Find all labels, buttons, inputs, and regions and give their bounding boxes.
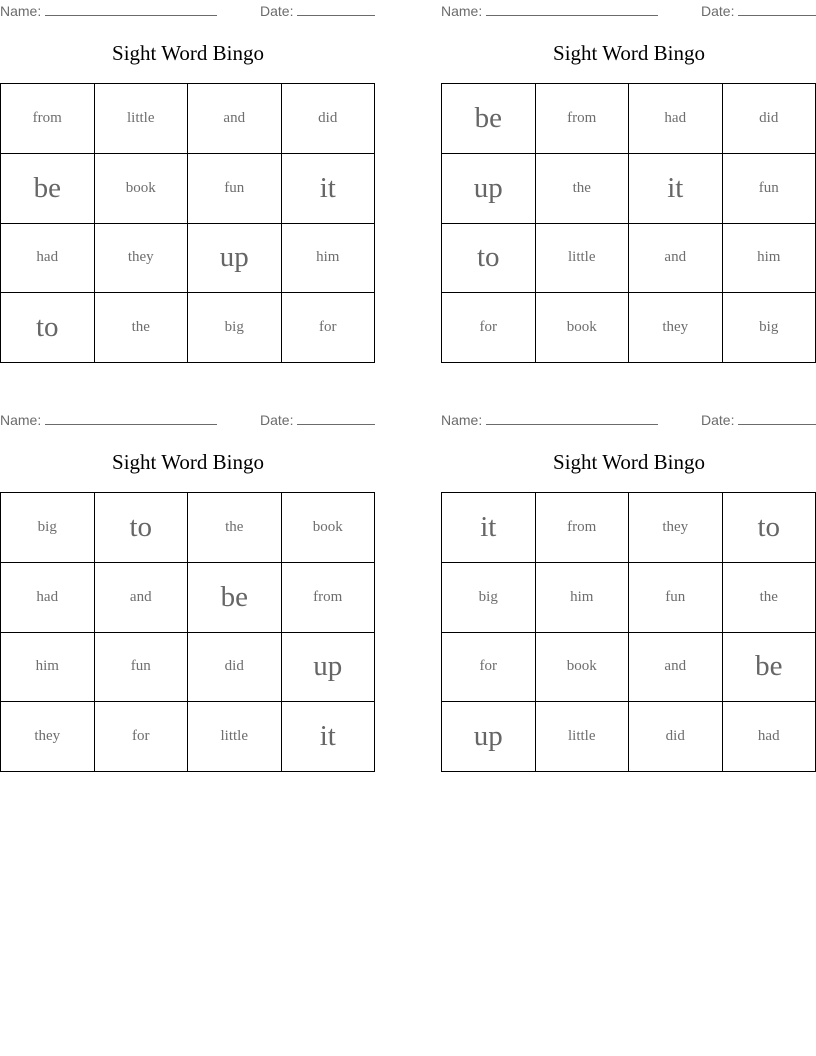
- bingo-cell[interactable]: for: [282, 293, 376, 363]
- bingo-grid: [0, 492, 375, 772]
- bingo-cell[interactable]: little: [536, 702, 630, 772]
- date-label: Date:: [260, 412, 294, 428]
- bingo-cell[interactable]: book: [536, 633, 630, 703]
- bingo-cell[interactable]: the: [188, 493, 282, 563]
- date-label: Date:: [701, 3, 735, 19]
- card-title: Sight Word Bingo: [553, 450, 705, 474]
- name-field[interactable]: [441, 411, 658, 428]
- bingo-cell[interactable]: up: [442, 702, 536, 772]
- bingo-cell[interactable]: did: [188, 633, 282, 703]
- bingo-grid: [441, 492, 816, 772]
- bingo-cell[interactable]: little: [188, 702, 282, 772]
- bingo-cell[interactable]: had: [1, 563, 95, 633]
- date-field[interactable]: [701, 2, 816, 19]
- bingo-cell[interactable]: for: [442, 293, 536, 363]
- bingo-cell[interactable]: and: [629, 224, 723, 294]
- card-header: [441, 0, 816, 20]
- bingo-cell[interactable]: little: [95, 84, 189, 154]
- bingo-cell[interactable]: did: [282, 84, 376, 154]
- bingo-cell[interactable]: fun: [723, 154, 816, 224]
- bingo-cell[interactable]: be: [188, 563, 282, 633]
- bingo-cell[interactable]: book: [282, 493, 376, 563]
- bingo-cell[interactable]: did: [723, 84, 816, 154]
- date-label: Date:: [701, 412, 735, 428]
- bingo-cell[interactable]: fun: [188, 154, 282, 224]
- bingo-cell[interactable]: from: [282, 563, 376, 633]
- name-label: Name:: [441, 3, 483, 19]
- card-header: [0, 409, 376, 429]
- bingo-cell[interactable]: had: [723, 702, 816, 772]
- bingo-cell[interactable]: the: [95, 293, 189, 363]
- bingo-cell[interactable]: him: [1, 633, 95, 703]
- date-field[interactable]: [260, 2, 375, 19]
- name-blank-line[interactable]: [486, 2, 658, 16]
- bingo-cell[interactable]: did: [629, 702, 723, 772]
- date-field[interactable]: [701, 411, 816, 428]
- bingo-cell[interactable]: had: [629, 84, 723, 154]
- bingo-cell[interactable]: from: [536, 84, 630, 154]
- bingo-cell[interactable]: be: [1, 154, 95, 224]
- bingo-cell[interactable]: they: [629, 493, 723, 563]
- name-label: Name:: [0, 412, 42, 428]
- name-field[interactable]: [0, 411, 217, 428]
- bingo-cell[interactable]: to: [723, 493, 816, 563]
- date-label: Date:: [260, 3, 294, 19]
- bingo-cell[interactable]: and: [95, 563, 189, 633]
- card-header: [0, 0, 376, 20]
- bingo-cell[interactable]: the: [536, 154, 630, 224]
- bingo-cell[interactable]: and: [629, 633, 723, 703]
- bingo-cell[interactable]: book: [536, 293, 630, 363]
- bingo-cell[interactable]: up: [282, 633, 376, 703]
- bingo-cell[interactable]: to: [1, 293, 95, 363]
- bingo-cell[interactable]: had: [1, 224, 95, 294]
- bingo-cell[interactable]: for: [95, 702, 189, 772]
- name-blank-line[interactable]: [45, 411, 217, 425]
- bingo-cell[interactable]: they: [1, 702, 95, 772]
- card-header: [441, 409, 816, 429]
- date-blank-line[interactable]: [297, 2, 375, 16]
- bingo-grid: [441, 83, 816, 363]
- bingo-cell[interactable]: big: [188, 293, 282, 363]
- bingo-cell[interactable]: fun: [95, 633, 189, 703]
- bingo-cell[interactable]: to: [95, 493, 189, 563]
- bingo-cell[interactable]: they: [629, 293, 723, 363]
- bingo-cell[interactable]: it: [629, 154, 723, 224]
- date-blank-line[interactable]: [738, 2, 816, 16]
- card-title: Sight Word Bingo: [112, 41, 264, 65]
- bingo-cell[interactable]: little: [536, 224, 630, 294]
- date-field[interactable]: [260, 411, 375, 428]
- bingo-cell[interactable]: up: [188, 224, 282, 294]
- bingo-grid: [0, 83, 375, 363]
- name-blank-line[interactable]: [486, 411, 658, 425]
- date-blank-line[interactable]: [738, 411, 816, 425]
- date-blank-line[interactable]: [297, 411, 375, 425]
- bingo-cell[interactable]: for: [442, 633, 536, 703]
- bingo-cell[interactable]: be: [723, 633, 816, 703]
- bingo-cell[interactable]: be: [442, 84, 536, 154]
- card-title: Sight Word Bingo: [553, 41, 705, 65]
- bingo-cell[interactable]: they: [95, 224, 189, 294]
- card-title: Sight Word Bingo: [112, 450, 264, 474]
- name-blank-line[interactable]: [45, 2, 217, 16]
- bingo-cell[interactable]: from: [536, 493, 630, 563]
- name-field[interactable]: [0, 2, 217, 19]
- bingo-cell[interactable]: it: [282, 154, 376, 224]
- name-label: Name:: [0, 3, 42, 19]
- name-label: Name:: [441, 412, 483, 428]
- bingo-cell[interactable]: from: [1, 84, 95, 154]
- bingo-cell[interactable]: big: [723, 293, 816, 363]
- bingo-cell[interactable]: the: [723, 563, 816, 633]
- bingo-cell[interactable]: to: [442, 224, 536, 294]
- bingo-cell[interactable]: him: [282, 224, 376, 294]
- bingo-cell[interactable]: it: [442, 493, 536, 563]
- bingo-cell[interactable]: up: [442, 154, 536, 224]
- bingo-cell[interactable]: big: [442, 563, 536, 633]
- name-field[interactable]: [441, 2, 658, 19]
- bingo-cell[interactable]: it: [282, 702, 376, 772]
- bingo-cell[interactable]: fun: [629, 563, 723, 633]
- bingo-cell[interactable]: and: [188, 84, 282, 154]
- bingo-cell[interactable]: book: [95, 154, 189, 224]
- bingo-cell[interactable]: big: [1, 493, 95, 563]
- bingo-cell[interactable]: him: [723, 224, 816, 294]
- bingo-cell[interactable]: him: [536, 563, 630, 633]
